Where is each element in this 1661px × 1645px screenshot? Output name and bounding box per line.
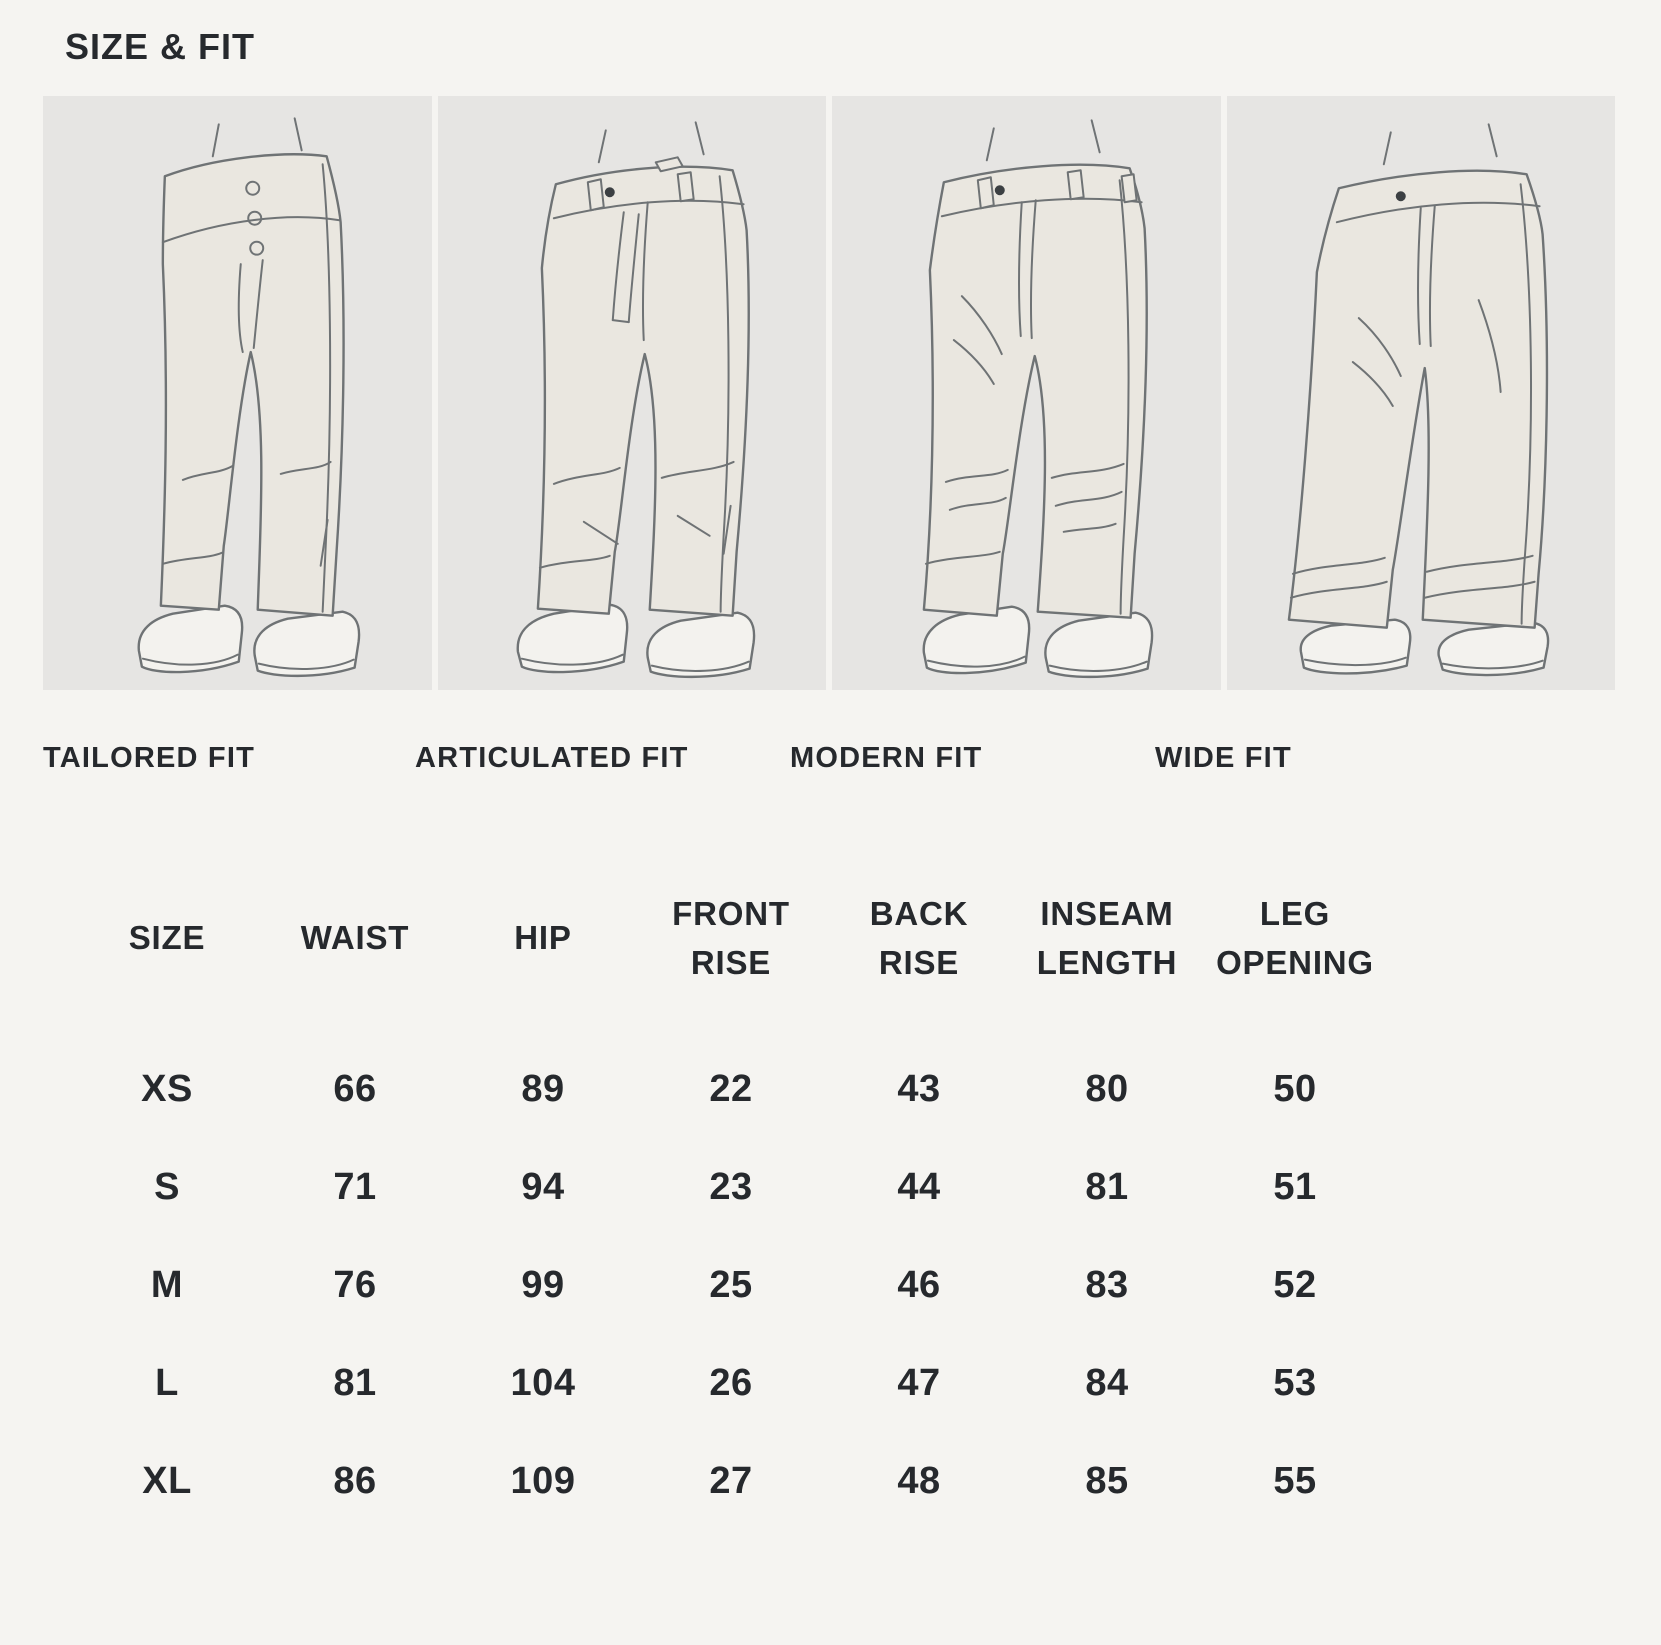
hip-value: 89 [521, 1067, 565, 1110]
articulated-fit-illustration [438, 96, 827, 690]
hip-value: 94 [521, 1165, 565, 1208]
column-header-back-rise: BACK RISE [869, 894, 969, 981]
size-label: XS [141, 1067, 193, 1110]
column-header-hip: HIP [514, 919, 572, 957]
size-table-body [73, 1040, 1389, 1530]
hip-value: 104 [510, 1361, 576, 1404]
waist-value: 71 [333, 1165, 377, 1208]
wide-fit-illustration [1227, 96, 1616, 690]
size-label: S [154, 1165, 180, 1208]
fit-label-articulated: ARTICULATED FIT [415, 742, 689, 774]
front-rise-value: 27 [709, 1459, 753, 1502]
table-row-s [73, 1138, 1389, 1236]
back-rise-value: 46 [897, 1263, 941, 1306]
front-rise-value: 26 [709, 1361, 753, 1404]
waist-value: 81 [333, 1361, 377, 1404]
fit-panel-articulated [438, 96, 827, 690]
inseam-length-value: 80 [1085, 1067, 1129, 1110]
leg-opening-value: 51 [1273, 1165, 1317, 1208]
back-rise-value: 43 [897, 1067, 941, 1110]
waist-value: 76 [333, 1263, 377, 1306]
fit-label-wide: WIDE FIT [1155, 742, 1292, 774]
column-header-front-rise: FRONT RISE [672, 894, 790, 981]
size-label: M [150, 1263, 184, 1306]
tailored-fit-illustration [43, 96, 432, 690]
fit-panel-modern [832, 96, 1221, 690]
front-rise-value: 23 [709, 1165, 753, 1208]
fit-panel-tailored [43, 96, 432, 690]
inseam-length-value: 81 [1085, 1165, 1129, 1208]
fit-panel-wide [1227, 96, 1616, 690]
inseam-length-value: 85 [1085, 1459, 1129, 1502]
hip-value: 109 [510, 1459, 576, 1502]
column-header-waist: WAIST [300, 919, 410, 957]
back-rise-value: 44 [897, 1165, 941, 1208]
leg-opening-value: 50 [1273, 1067, 1317, 1110]
table-row-l [73, 1334, 1389, 1432]
hip-value: 99 [521, 1263, 565, 1306]
table-row-xs [73, 1040, 1389, 1138]
page-title: SIZE & FIT [65, 26, 255, 67]
size-label: XL [142, 1459, 192, 1502]
inseam-length-value: 84 [1085, 1361, 1129, 1404]
back-rise-value: 48 [897, 1459, 941, 1502]
leg-opening-value: 55 [1273, 1459, 1317, 1502]
waist-value: 66 [333, 1067, 377, 1110]
fit-labels-row [0, 742, 1661, 784]
column-header-inseam-length: INSEAM LENGTH [1036, 894, 1178, 981]
inseam-length-value: 83 [1085, 1263, 1129, 1306]
back-rise-value: 47 [897, 1361, 941, 1404]
table-row-m [73, 1236, 1389, 1334]
modern-fit-illustration [832, 96, 1221, 690]
fit-illustrations-strip [43, 96, 1615, 690]
fit-label-modern: MODERN FIT [790, 742, 983, 774]
waist-value: 86 [333, 1459, 377, 1502]
front-rise-value: 22 [709, 1067, 753, 1110]
column-header-size: SIZE [128, 919, 206, 957]
size-table-header [73, 856, 1389, 1020]
size-table [73, 856, 1389, 1530]
fit-label-tailored: TAILORED FIT [43, 742, 256, 774]
table-row-xl [73, 1432, 1389, 1530]
size-label: L [155, 1361, 179, 1404]
leg-opening-value: 52 [1273, 1263, 1317, 1306]
front-rise-value: 25 [709, 1263, 753, 1306]
leg-opening-value: 53 [1273, 1361, 1317, 1404]
column-header-leg-opening: LEG OPENING [1216, 894, 1374, 981]
